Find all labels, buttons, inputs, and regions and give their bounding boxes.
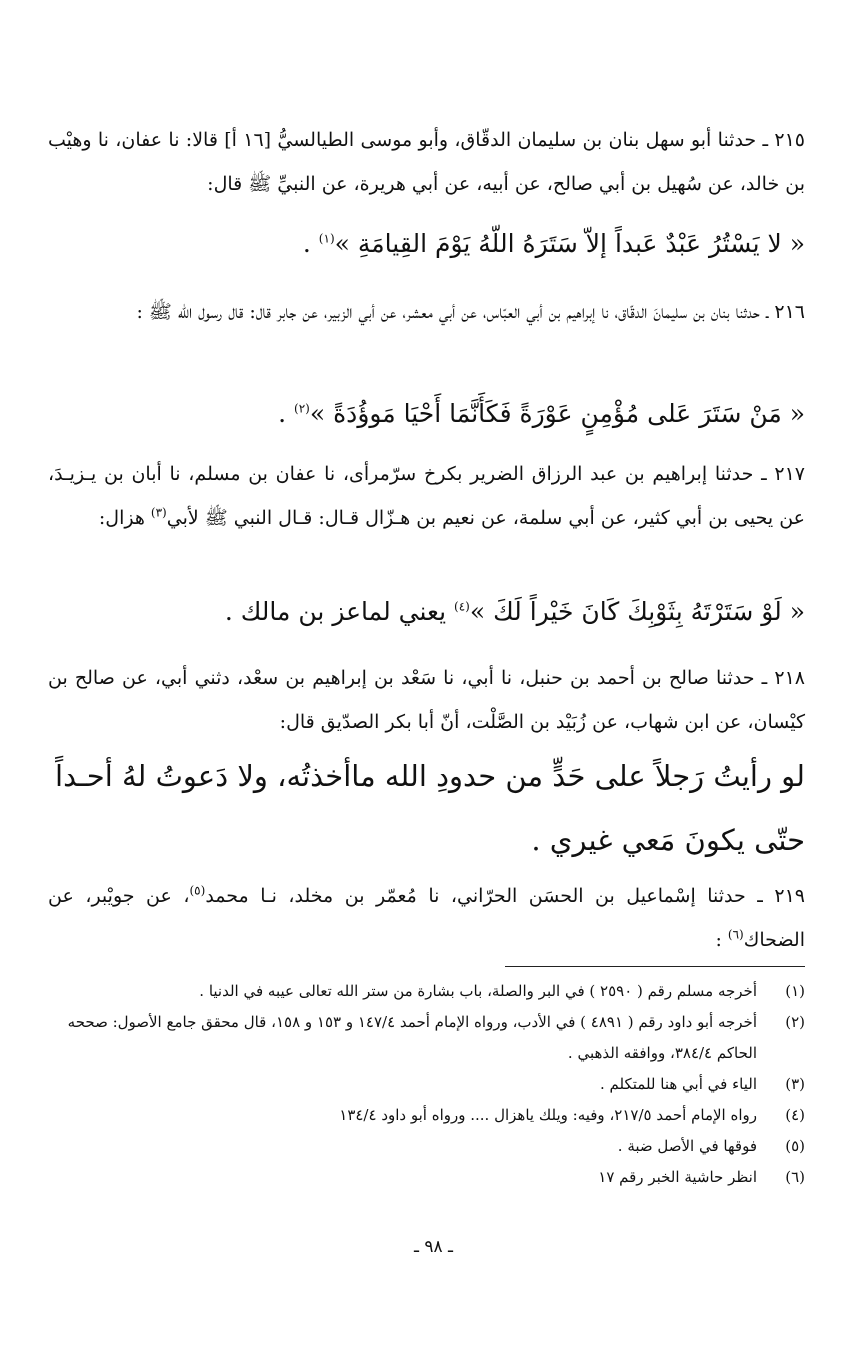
- footnote-number: (٣): [785, 1075, 805, 1093]
- hadith-216-chain: [48, 290, 805, 334]
- footnote-text: الياء في أبي هنا للمتكلم .: [600, 1075, 757, 1093]
- hadith-218-quote-text: لو رأيتُ رَجلاً على حَدٍّ من حدودِ الله ماأخذتُه، ولا دَعوتُ لهُ أحـداً حتّى يكونَ مَعي غيري .: [55, 759, 805, 857]
- footnote-4: [58, 1100, 805, 1131]
- footnote-number: (٢): [785, 1013, 805, 1031]
- hadith-218-quote: [48, 744, 805, 872]
- footnote-ref-6: (٦): [727, 927, 744, 942]
- footnote-number: (٦): [785, 1168, 805, 1186]
- footnote-separator: [505, 966, 805, 967]
- hadith-216-quote: [48, 390, 805, 438]
- hadith-216-quote-text: « مَنْ سَتَرَ عَلى مُؤْمِنٍ عَوْرَةً فَكَأَنَّمَا أَحْيَا مَوؤُدَةً »: [309, 399, 805, 428]
- hadith-219-chain: [48, 874, 805, 962]
- footnote-6: [58, 1162, 805, 1193]
- hadith-216-text: ٢١٦ ـ حدثنا بنان بن سليمانَ الدقّاق، نا إبراهيم بن أبي العبّاس، عن أبي معشر، عن أبي الزبير، عن جابر قال: قال رسول الله ﷺ :: [136, 301, 805, 323]
- footnote-3: [58, 1069, 805, 1100]
- footnote-text: فوقها في الأصل ضبة .: [617, 1137, 757, 1155]
- hadith-218-chain: [48, 656, 805, 744]
- footnote-1: [58, 976, 805, 1007]
- hadith-217-quote: [48, 588, 805, 636]
- footnote-5: [58, 1131, 805, 1162]
- footnote-ref-5: (٥): [189, 883, 206, 898]
- footnote-number: (٤): [785, 1106, 805, 1124]
- hadith-219-text-mid: ، عن جويْبر، عن الضحاك: [48, 885, 805, 951]
- footnote-ref-1: (١): [318, 231, 335, 246]
- hadith-215-chain: [48, 118, 805, 206]
- footnote-2: [58, 1007, 805, 1069]
- hadith-217-quote-text: « لَوْ سَتَرْتَهُ بِثَوْبِكَ كَانَ خَيْراً لَكَ »: [469, 597, 805, 626]
- hadith-215-quote: [48, 220, 805, 268]
- footnotes: [58, 976, 805, 1193]
- hadith-217-chain: [48, 452, 805, 540]
- hadith-216-quote-tail: .: [278, 399, 295, 428]
- hadith-219-text-after: :: [715, 929, 728, 951]
- footnote-text: أخرجه مسلم رقم ( ٢٥٩٠ ) في البر والصلة، باب بشارة من ستر الله تعالى عيبه في الدنيا .: [199, 982, 757, 1000]
- hadith-215-quote-text: « لا يَسْتُرُ عَبْدٌ عَبداً إلاّ سَتَرَهُ اللّهُ يَوْمَ القِيامَةِ »: [334, 229, 805, 258]
- footnote-number: (١): [785, 982, 805, 1000]
- footnote-text: رواه الإمام أحمد ٢١٧/٥، وفيه: ويلك ياهزال .... ورواه أبو داود ١٣٤/٤: [339, 1106, 757, 1124]
- footnote-ref-4: (٤): [454, 599, 470, 614]
- hadith-219-text-before: ٢١٩ ـ حدثنا إسْماعيل بن الحسَن الحرّاني، نا مُعمّر بن مخلد، نـا محمد: [205, 885, 805, 907]
- footnote-number: (٥): [785, 1137, 805, 1155]
- hadith-215-text: ٢١٥ ـ حدثنا أبو سهل بنان بن سليمان الدقّاق، وأبو موسى الطيالسيُّ [١٦ أ] قالا: نا عفان، نا وهيْب بن خالد، عن سُهيل بن أبي صالح، عن أبيه، عن أبي هريرة، عن النبيِّ ﷺ قال:: [48, 129, 805, 195]
- hadith-217-text-after: هزال:: [98, 507, 151, 529]
- hadith-218-text: ٢١٨ ـ حدثنا صالح بن أحمد بن حنبل، نا أبي، نا سَعْد بن إبراهيم بن سعْد، دثني أبي، عن صالح بن كيْسان، عن ابن شهاب، عن زُبَيْد بن الصَّلْت، أنّ أبا بكر الصدّيق قال:: [48, 667, 805, 733]
- footnote-text: انظر حاشية الخبر رقم ١٧: [598, 1168, 757, 1186]
- hadith-215-quote-tail: .: [302, 229, 319, 258]
- page-number: ـ ٩٨ ـ: [413, 1237, 454, 1257]
- hadith-217-quote-tail: يعني لماعز بن مالك .: [224, 597, 455, 626]
- footnote-ref-3: (٣): [150, 505, 167, 520]
- footnote-ref-2: (٢): [294, 401, 310, 416]
- hadith-217-text-before: ٢١٧ ـ حدثنا إبراهيم بن عبد الرزاق الضرير بكرخ سرّمرأى، نا عفان بن مسلم، نا أبان بن يـزيـدَ، عن يحيى بن أبي كثير، عن أبي سلمة، عن نعيم بن هـزّال قـال: قـال النبي ﷺ لأبي: [48, 463, 805, 529]
- footnote-text: أخرجه أبو داود رقم ( ٤٨٩١ ) في الأدب، ورواه الإمام أحمد ١٤٧/٤ و ١٥٣ و ١٥٨، قال محقق جامع الأصول: صححه الحاكم ٣٨٤/٤، ووافقه الذهبي .: [67, 1013, 757, 1062]
